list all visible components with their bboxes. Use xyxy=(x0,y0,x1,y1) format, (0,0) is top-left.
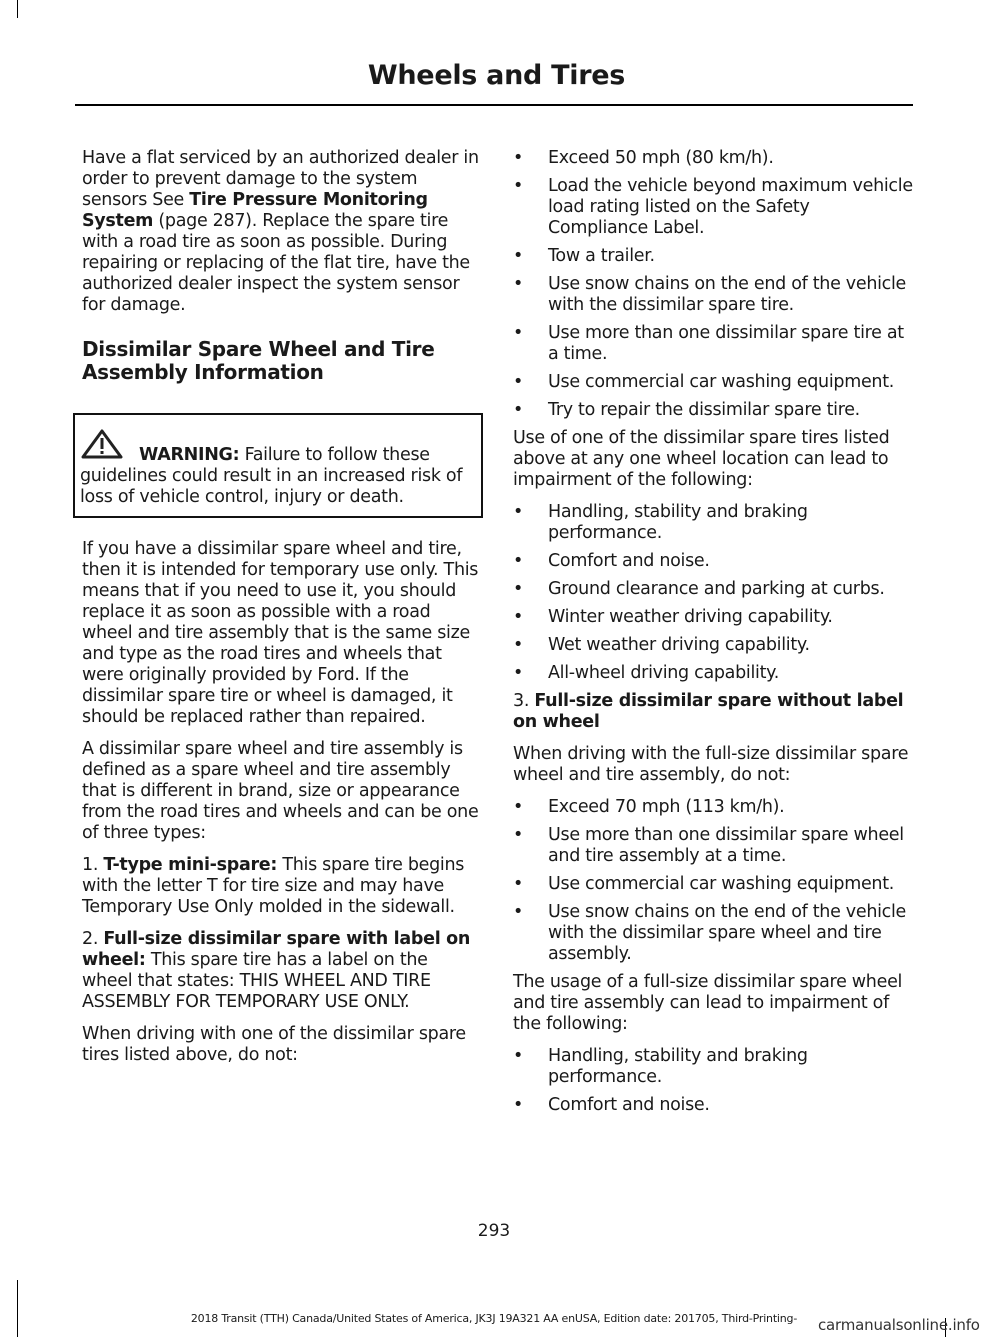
type1-label: T-type mini-spare: xyxy=(103,855,278,875)
list-item: • Wet weather driving capability. xyxy=(513,635,913,656)
page-title: Wheels and Tires xyxy=(367,60,625,91)
type2-label: Full-size dissimilar spare with label on wheel: xyxy=(82,929,471,970)
warning-text xyxy=(80,445,477,508)
list-item: • Exceed 50 mph (80 km/h). xyxy=(513,148,913,169)
impairment-list xyxy=(513,502,913,684)
list-item: • Handling, stability and braking performance. xyxy=(513,1046,913,1088)
warning-box xyxy=(73,413,483,518)
list-item: • Use snow chains on the end of the vehicle with the dissimilar spare tire. xyxy=(513,274,913,316)
type1-number: 1. xyxy=(82,855,104,875)
paragraph-do-not: When driving with one of the dissimilar spare tires listed above, do not: xyxy=(82,1024,466,1065)
header-divider xyxy=(75,104,913,106)
list-item: • All-wheel driving capability. xyxy=(513,663,913,684)
paragraph-definition: A dissimilar spare wheel and tire assembly is defined as a spare wheel and tire assembly that is different in brand, size or appearance from the road tires and wheels and can be one of three types: xyxy=(82,739,479,843)
list-item: • Use more than one dissimilar spare tire at a time. xyxy=(513,323,913,365)
left-column xyxy=(82,148,482,1077)
paragraph-full-size-do-not: When driving with the full-size dissimilar spare wheel and tire assembly, do not: xyxy=(513,744,909,785)
tpms-link[interactable]: Tire Pressure Monitoring System xyxy=(82,190,428,231)
list-item: • Use commercial car washing equipment. xyxy=(513,372,913,393)
warning-triangle-icon xyxy=(81,429,123,459)
list-item: • Load the vehicle beyond maximum vehicle load rating listed on the Safety Compliance Label. xyxy=(513,176,913,239)
list-item: • Try to repair the dissimilar spare tire. xyxy=(513,400,913,421)
list-item: • Exceed 70 mph (113 km/h). xyxy=(513,797,913,818)
intro-text-end: (page 287). Replace the spare tire with a road tire as soon as possible. During repairing or replacing of the flat tire, have the authorized dealer inspect the system sensor for damage. xyxy=(82,211,470,315)
type1-text: This spare tire begins with the letter T for tire size and may have Temporary Use Only molded in the sidewall. xyxy=(82,855,465,917)
type2-number: 2. xyxy=(82,929,104,949)
full-size-restrictions-list xyxy=(513,797,913,965)
page-number: 293 xyxy=(477,1221,511,1241)
crop-mark-top-left xyxy=(17,0,18,18)
list-item: • Winter weather driving capability. xyxy=(513,607,913,628)
full-size-impairment-list xyxy=(513,1046,913,1116)
section-heading: Dissimilar Spare Wheel and Tire Assembly Information xyxy=(82,337,435,384)
type2-paragraph xyxy=(82,929,482,1013)
warning-body: Failure to follow these guidelines could result in an increased risk of loss of vehicle control, injury or death. xyxy=(80,445,463,507)
type3-paragraph xyxy=(513,691,913,733)
intro-paragraph xyxy=(82,148,482,316)
list-item: • Comfort and noise. xyxy=(513,551,913,572)
list-item: • Use snow chains on the end of the vehicle with the dissimilar spare wheel and tire assembly. xyxy=(513,902,913,965)
list-item: • Comfort and noise. xyxy=(513,1095,913,1116)
footer-edition: 2018 Transit (TTH) Canada/United States of America, JK3J 19A321 AA enUSA, Edition date: 201705, Third-Printing- xyxy=(190,1312,798,1325)
list-item: • Use commercial car washing equipment. xyxy=(513,874,913,895)
list-item: • Tow a trailer. xyxy=(513,246,913,267)
paragraph-impairment: Use of one of the dissimilar spare tires listed above at any one wheel location can lead to impairment of the following: xyxy=(513,428,890,490)
paragraph-full-size-impairment: The usage of a full-size dissimilar spare wheel and tire assembly can lead to impairment of the following: xyxy=(513,972,903,1034)
right-column xyxy=(513,148,913,1123)
type1-paragraph xyxy=(82,855,482,918)
type3-label: Full-size dissimilar spare without label on wheel xyxy=(513,691,904,732)
watermark: carmanualsonline.info xyxy=(818,1316,980,1334)
type2-text: This spare tire has a label on the wheel that states: THIS WHEEL AND TIRE ASSEMBLY FOR TEMPORARY USE ONLY. xyxy=(82,950,431,1012)
list-item: • Handling, stability and braking performance. xyxy=(513,502,913,544)
crop-mark-bottom-left xyxy=(17,1280,18,1337)
intro-text: Have a flat serviced by an authorized dealer in order to prevent damage to the system sensors See xyxy=(82,148,479,210)
list-item: • Ground clearance and parking at curbs. xyxy=(513,579,913,600)
type3-number: 3. xyxy=(513,691,535,711)
paragraph-temporary-use: If you have a dissimilar spare wheel and tire, then it is intended for temporary use only. This means that if you need to use it, you should replace it as soon as possible with a road wheel and tire assembly that is the same size and type as the road tires and wheels that were originally provided by Ford. If the dissimilar spare tire or wheel is damaged, it should be replaced rather than repaired. xyxy=(82,539,479,727)
restrictions-list xyxy=(513,148,913,421)
warning-label: WARNING: xyxy=(139,445,240,465)
list-item: • Use more than one dissimilar spare wheel and tire assembly at a time. xyxy=(513,825,913,867)
